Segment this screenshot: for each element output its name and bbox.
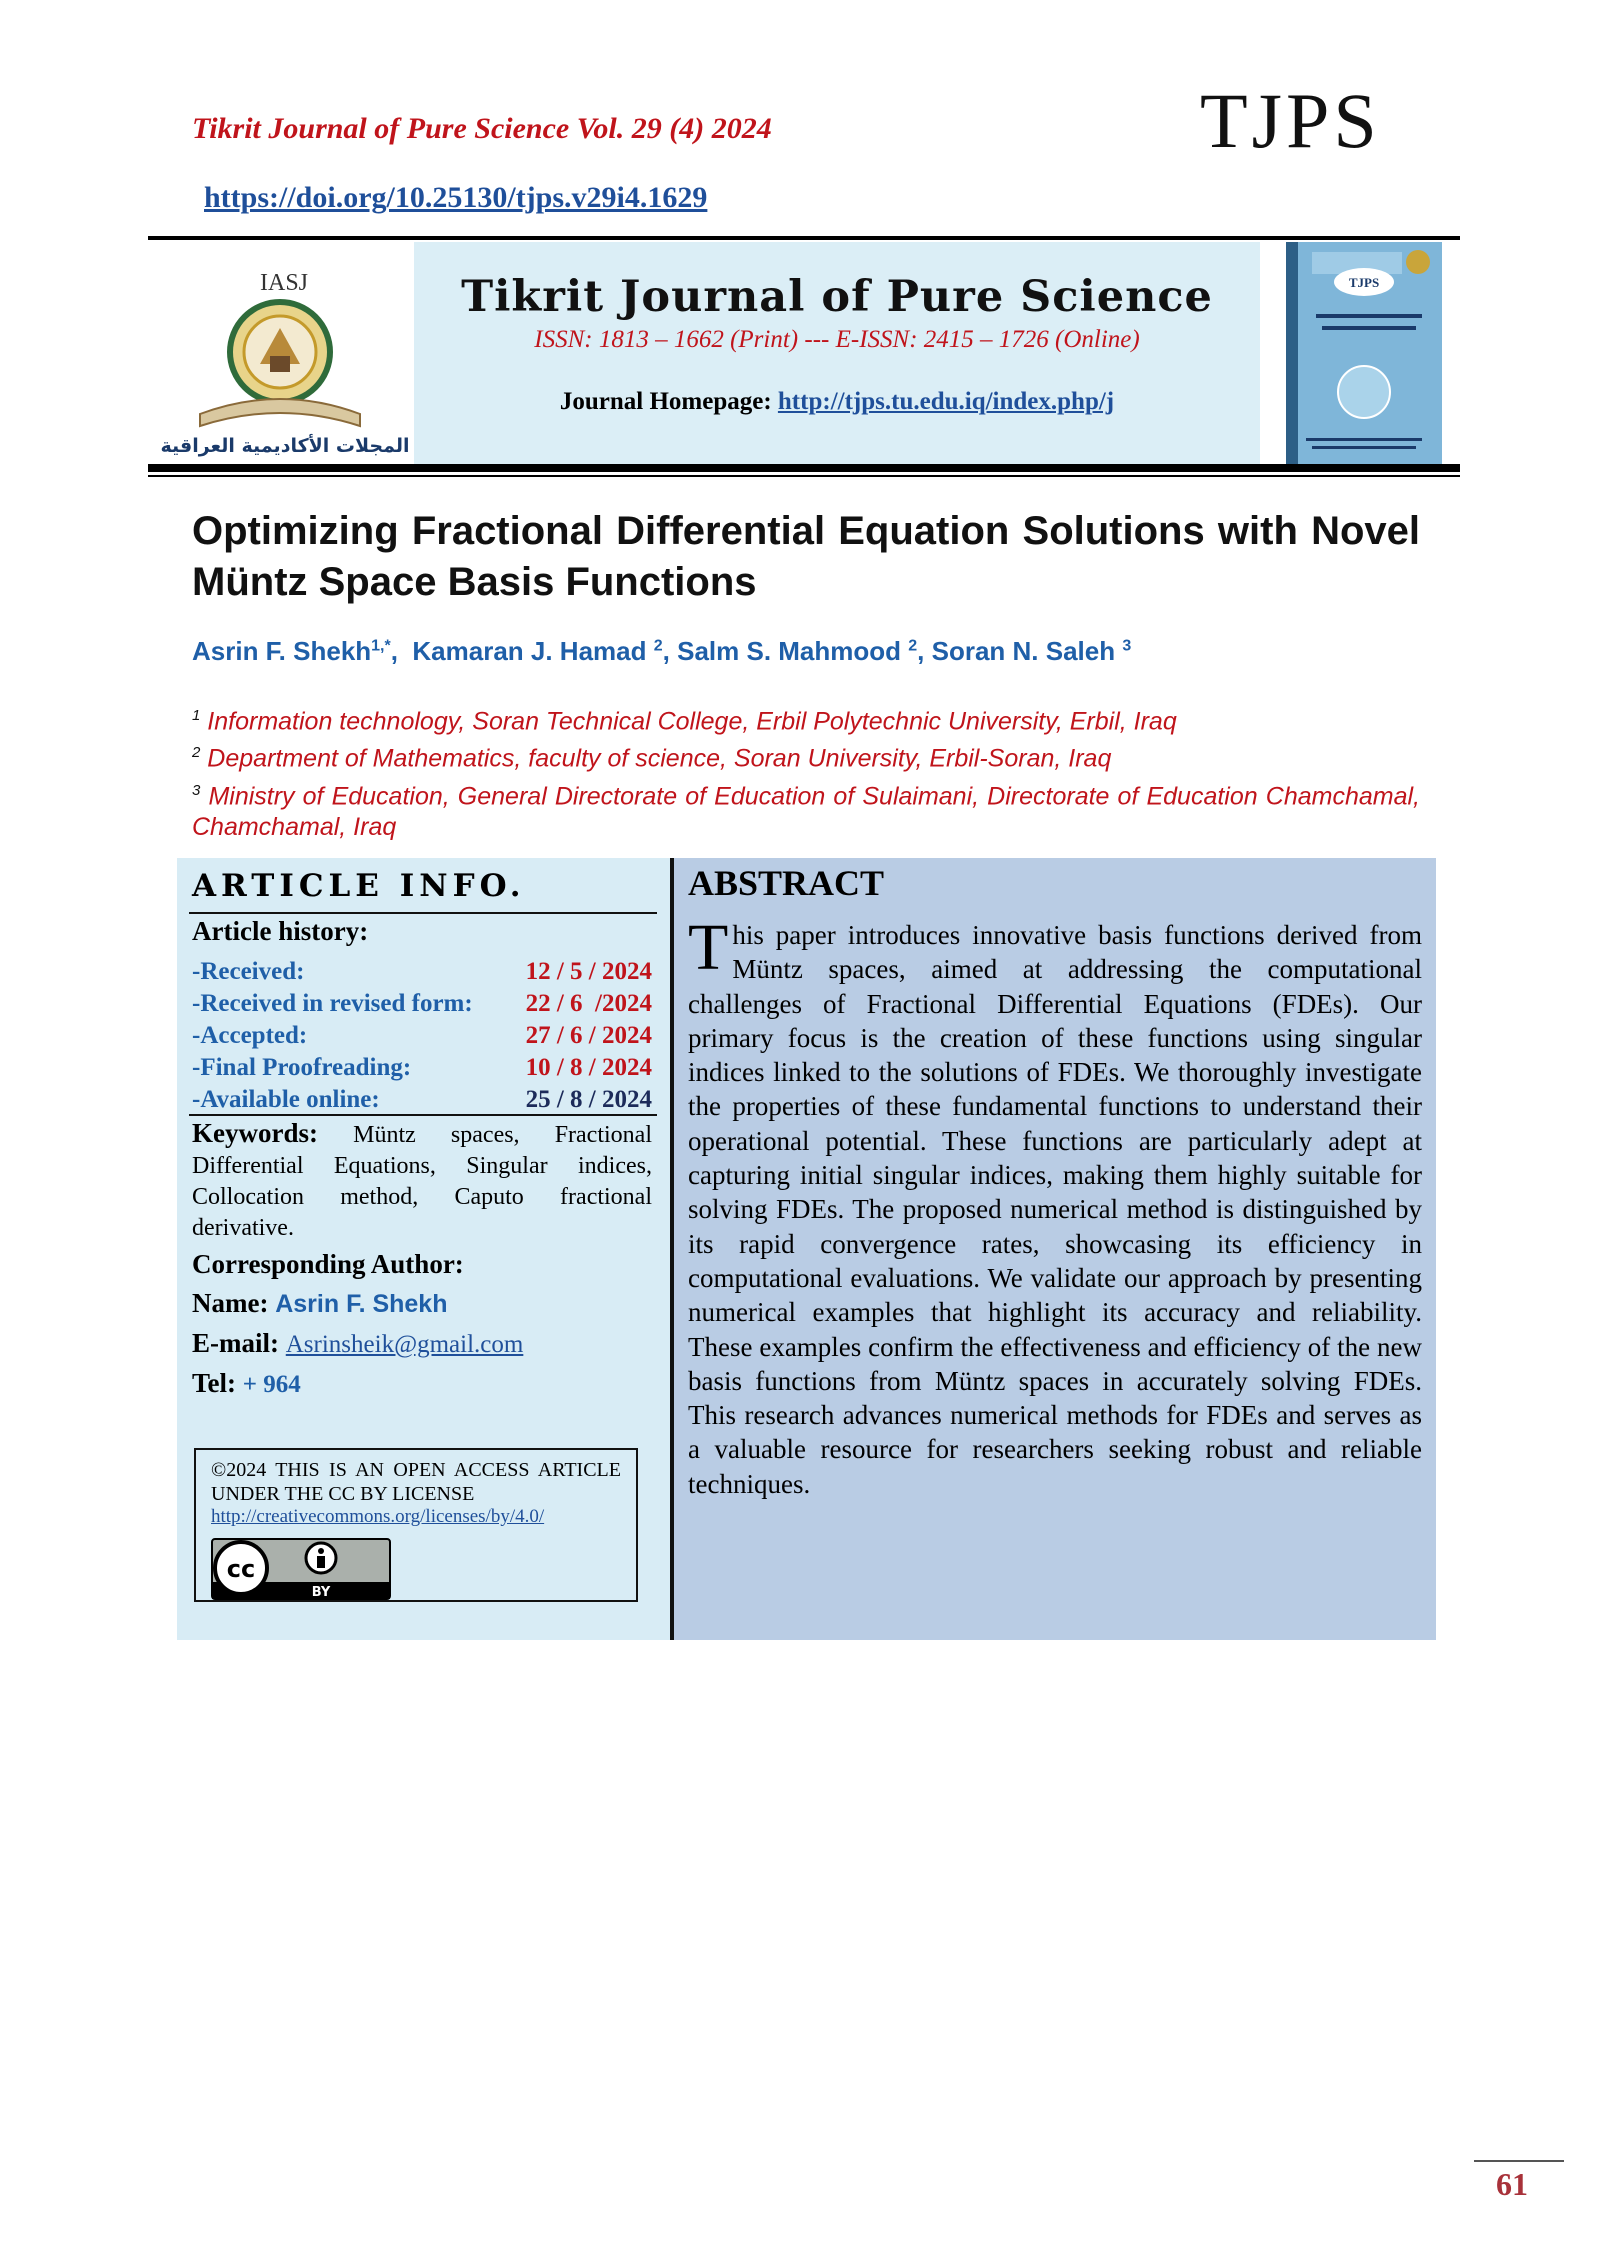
abstract-text: his paper introduces innovative basis functions derived from Müntz spaces, aimed at addressing the computational challenges of Fractional Differential Equations (FDEs). Our primary focus is the creation of these functions using singular indices linked to the solutions of FDEs. We thoroughly investigate the properties of these fundamental functions to understand their operational potential. These functions are particularly adept at capturing initial singular indices, making them highly suitable for solving FDEs. The proposed numerical method is distinguished by its rapid convergence rates, showcasing its efficiency in computational evaluations. We validate our approach by presenting numerical examples that highlight its accuracy and reliability. These examples confirm the effectiveness and efficiency of the new basis functions from Müntz spaces in accurately solving FDEs. This research advances numerical methods for FDEs and serves as a valuable resource for researchers seeking robust and reliable techniques. [688,920,1422,1499]
journal-cover-thumbnail [1286,242,1442,464]
article-history-label: Article history: [192,916,369,946]
journal-homepage [414,388,1260,416]
license-link[interactable]: http://creativecommons.org/licenses/by/4.0/ [211,1506,545,1527]
affiliation-text: Information technology, Soran Technical College, Erbil Polytechnic University, Erbil, Iraq [207,707,1177,736]
issn: ISSN: 1813 – 1662 (Print) --- E-ISSN: 2415 – 1726 (Online) [534,326,1140,353]
abstract-panel [674,858,1436,1640]
svg-text:cc: cc [226,1555,256,1583]
abstract-body [688,911,1422,1501]
affiliation-number: 1 [192,707,201,724]
history-date: 27 / 6 / 2024 [525,1022,652,1049]
keywords [192,1118,652,1244]
author-affil-sup: 3 [1122,637,1132,655]
affiliations [192,700,1420,843]
affiliation [192,700,1420,737]
affiliation-text: Ministry of Education, General Directorate of Education of Sulaimani, Directorate of Education Chamchamal, Chamchamal, Iraq [192,781,1420,841]
paper-title: Optimizing Fractional Differential Equation Solutions with Novel Müntz Space Basis Functions [192,509,1420,604]
doi-link[interactable]: https://doi.org/10.25130/tjps.v29i4.1629 [204,181,708,214]
svg-text:BY: BY [311,1585,331,1600]
iasj-emblem-icon [160,264,410,460]
iasj-logo [160,264,410,460]
name-value: Asrin F. Shekh [275,1290,448,1318]
divider [189,912,657,914]
author-name: Asrin F. Shekh [192,636,372,666]
history-date: 25 / 8 / 2024 [525,1086,652,1113]
corresponding-name [192,1288,447,1319]
license-text: ©2024 THIS IS AN OPEN ACCESS ARTICLE UNDER THE CC BY LICENSE [211,1459,621,1505]
affiliation [192,737,1420,774]
history-row-accepted [192,1022,652,1054]
history-label: -Final Proofreading: [192,1054,412,1081]
svg-text:المجلات الأكاديمية العراقية: المجلات الأكاديمية العراقية [160,435,410,457]
history-label: -Available online: [192,1086,380,1113]
history-date: 10 / 8 / 2024 [525,1054,652,1081]
history-label: -Received in revised form: [192,990,473,1017]
article-info-panel [177,858,670,1640]
journal-name: Tikrit Journal of Pure Science [461,272,1213,322]
abstract-heading: ABSTRACT [688,863,885,903]
author-name: Kamaran J. Hamad [412,636,647,666]
history-row-proofreading [192,1054,652,1086]
journal-mark: TJPS [1200,77,1381,164]
author-name: Salm S. Mahmood [677,636,902,666]
author-affil-sup: 2 [908,637,918,655]
journal-banner [148,240,1460,468]
divider [189,1114,657,1116]
affiliation-number: 3 [192,781,201,799]
email-label: E-mail: [192,1328,279,1358]
article-info-heading: ARTICLE INFO. [192,868,526,904]
journal-cover-icon [1286,242,1442,464]
author-name: Soran N. Saleh [931,636,1116,666]
corresponding-email [192,1328,523,1359]
author-affil-sup: 1,* [371,637,391,655]
email-link[interactable]: Asrinsheik@gmail.com [285,1331,524,1358]
affiliation-number: 2 [192,744,201,762]
homepage-link[interactable]: http://tjps.tu.edu.iq/index.php/j [777,388,1115,415]
running-head: Tikrit Journal of Pure Science Vol. 29 (4) 2024 [192,112,772,145]
history-row-revised [192,990,652,1022]
tel-value: + 964 [242,1371,301,1398]
history-row-received [192,958,652,990]
banner-rule-thin [148,475,1460,477]
affiliation [192,775,1420,843]
page-number: 61 [1496,2166,1528,2202]
name-label: Name: [192,1288,269,1318]
banner-rule-thick [148,464,1460,472]
svg-text:TJPS: TJPS [1348,275,1380,290]
footer-rule [1474,2160,1564,2162]
banner-center [414,242,1260,464]
corresponding-author-label: Corresponding Author: [192,1249,464,1279]
homepage-label: Journal Homepage: [559,388,772,415]
history-date: 12 / 5 / 2024 [525,958,652,985]
keywords-label: Keywords: [192,1118,318,1148]
cc-by-badge[interactable] [211,1538,391,1600]
author-affil-sup: 2 [653,637,663,655]
keywords-text: Müntz spaces, Fractional Differential Equations, Singular indices, Collocation method, Caputo fractional derivative. [192,1122,652,1241]
history-label: -Received: [192,958,305,985]
license-box [194,1448,638,1602]
svg-text:IASJ: IASJ [260,270,309,296]
history-date: 22 / 6 /2024 [525,990,652,1017]
author-list: Asrin F. Shekh$^{1,*}$, Kamaran J. Hamad $^2$, Salm S. Mahmood $^2$, Soran N. Saleh $^3$ [192,636,1132,666]
corresponding-tel [192,1368,301,1399]
history-label: -Accepted: [192,1022,308,1049]
affiliation-text: Department of Mathematics, faculty of science, Soran University, Erbil-Soran, Iraq [207,744,1112,773]
abstract-dropcap: T [688,911,729,984]
cc-by-icon [211,1538,391,1600]
tel-label: Tel: [192,1368,237,1398]
